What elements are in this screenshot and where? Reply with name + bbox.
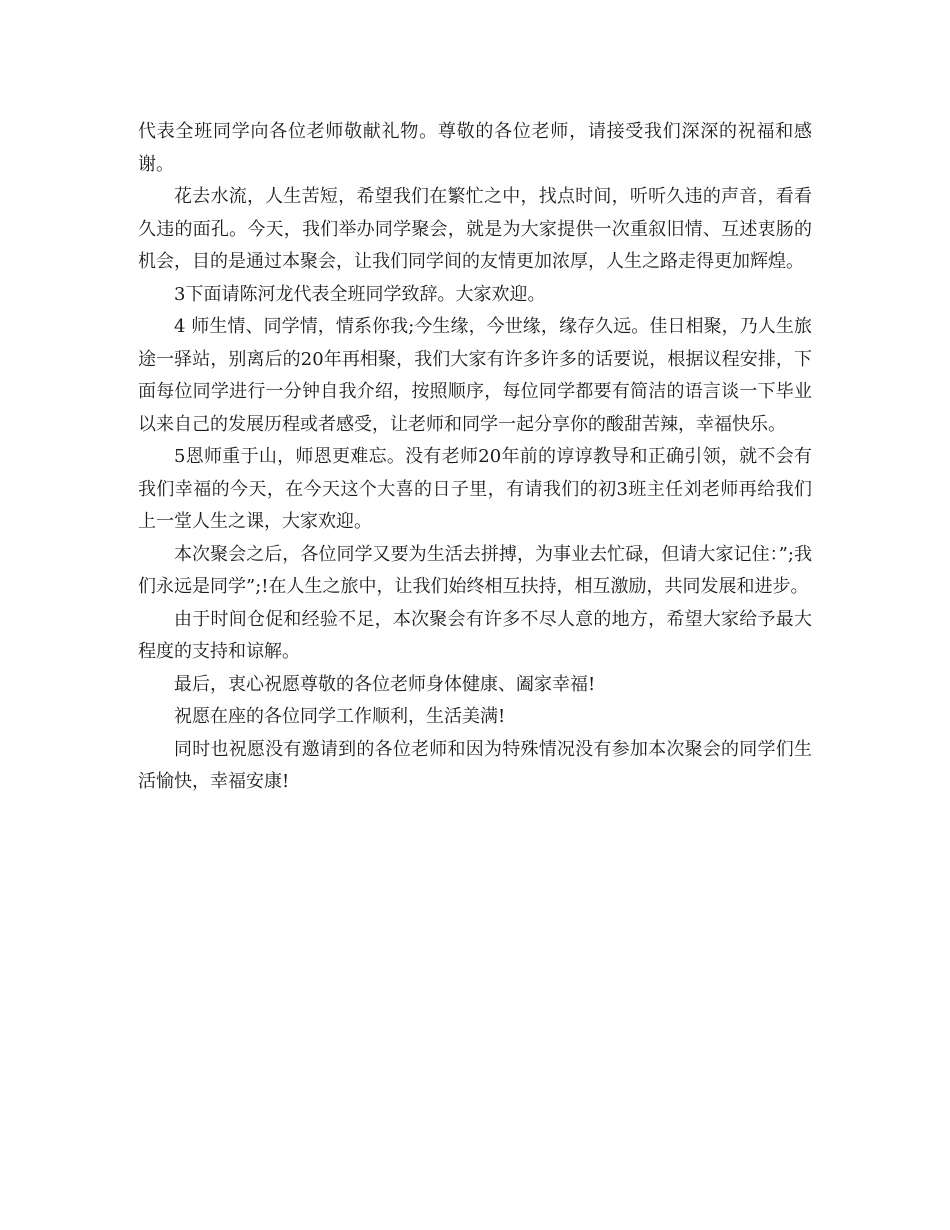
paragraph-speech-invite: 3下面请陈河龙代表全班同学致辞。大家欢迎。: [174, 283, 546, 305]
paragraph-wishes-absent: 同时也祝愿没有邀请到的各位老师和因为特殊情况没有参加本次聚会的同学们生活愉快，幸福安康!: [138, 738, 812, 792]
paragraph-wishes-classmates: 祝愿在座的各位同学工作顺利，生活美满!: [174, 706, 506, 727]
paragraph-wishes-teachers: 最后，衷心祝愿尊敬的各位老师身体健康、阖家幸福!: [174, 673, 596, 695]
paragraph-after-reunion: 本次聚会之后，各位同学又要为生活去拼搏，为事业去忙碌，但请大家记住：”;我们永远是同学”;!在人生之旅中，让我们始终相互扶持，相互激励，共同发展和进步。: [138, 543, 812, 597]
paragraph-apology: 由于时间仓促和经验不足，本次聚会有许多不尽人意的地方，希望大家给予最大程度的支持和谅解。: [138, 608, 812, 662]
paragraph-self-introductions: 4 师生情、同学情，情系你我;今生缘，今世缘，缘存久远。佳日相聚，乃人生旅途一驿站，别离后的20年再相聚，我们大家有许多许多的话要说，根据议程安排，下面每位同学进行一分钟自我介绍，按照顺序，每位同学都要有简洁的语言谈一下毕业以来自己的发展历程或者感受，让老师和同学一起分享你的酸甜苦辣，幸福快乐。: [138, 316, 812, 435]
paragraph-reunion-purpose: 花去水流，人生苦短，希望我们在繁忙之中，找点时间，听听久违的声音，看看久违的面孔。今天，我们举办同学聚会，就是为大家提供一次重叙旧情、互述衷肠的机会，目的是通过本聚会，让我们同学间的友情更加浓厚，人生之路走得更加辉煌。: [138, 186, 812, 272]
document-body: [138, 116, 812, 799]
paragraph-gift-thanks: 代表全班同学向各位老师敬献礼物。尊敬的各位老师，请接受我们深深的祝福和感谢。: [138, 121, 812, 175]
paragraph-teacher-lesson: 5恩师重于山，师恩更难忘。没有老师20年前的谆谆教导和正确引领，就不会有我们幸福的今天，在今天这个大喜的日子里，有请我们的初3班主任刘老师再给我们上一堂人生之课，大家欢迎。: [138, 446, 812, 532]
